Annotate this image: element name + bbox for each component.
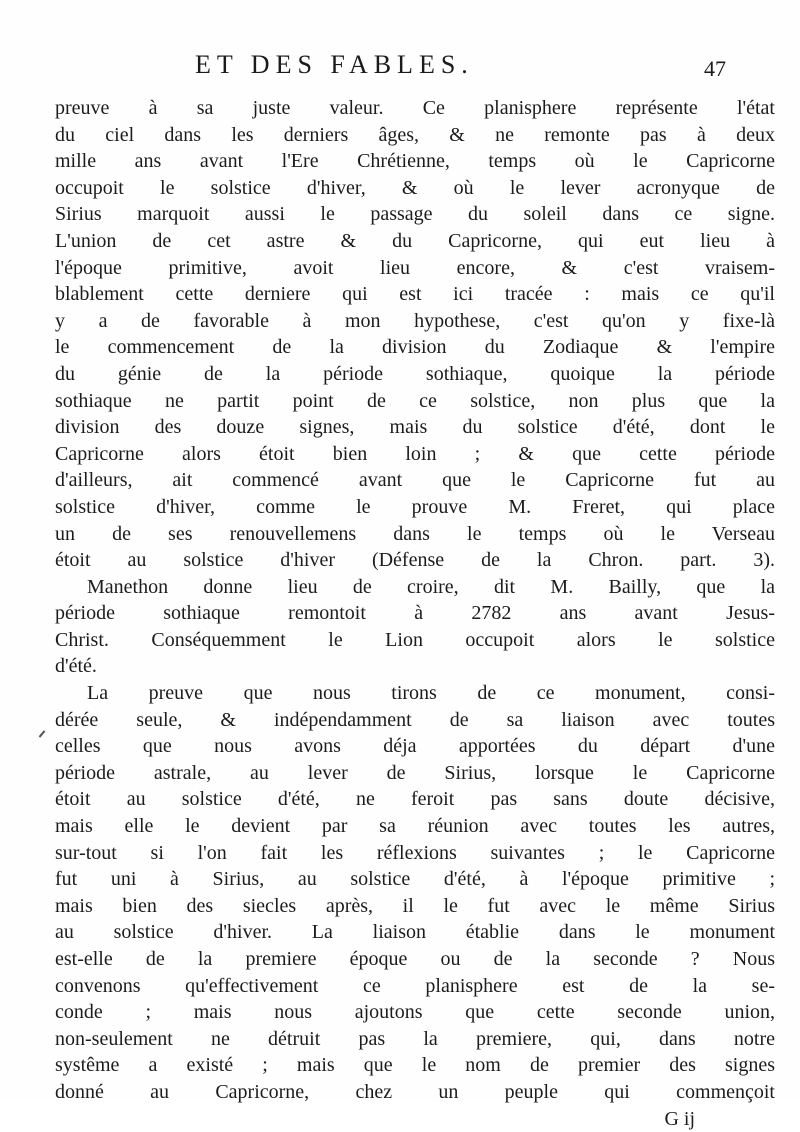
- text-line: est-elle de la premiere époque ou de la seconde ? Nous: [55, 948, 775, 970]
- signature-mark: G ij: [664, 1107, 695, 1130]
- text-line: étoit au solstice d'été, ne feroit pas sans doute décisive,: [55, 788, 775, 811]
- text-line: occupoit le solstice d'hiver, & où le lever acronyque de: [55, 176, 775, 199]
- text-line: Sirius marquoit aussi le passage du soleil dans ce signe.: [55, 203, 775, 226]
- text-line: période sothiaque remontoit à 2782 ans avant Jesus-: [55, 602, 775, 625]
- text-line: le commencement de la division du Zodiaque & l'empire: [55, 336, 775, 359]
- text-line: systême a existé ; mais que le nom de premier des signes: [55, 1054, 775, 1077]
- text-line: fut uni à Sirius, au solstice d'été, à l'époque primitive ;: [55, 868, 775, 891]
- text-line: blablement cette derniere qui est ici tracée : mais ce qu'il: [55, 283, 775, 306]
- text-line: d'été.: [55, 655, 97, 678]
- text-line: sur-tout si l'on fait les réflexions suivantes ; le Capricorne: [55, 841, 775, 864]
- running-head: [0, 50, 800, 90]
- page-number: 47: [704, 56, 726, 81]
- text-line: Christ. Conséquemment le Lion occupoit alors le solstice: [55, 628, 775, 651]
- text-line: mais bien des siecles après, il le fut avec le même Sirius: [55, 894, 775, 917]
- text-line: division des douze signes, mais du solstice d'été, dont le: [55, 416, 775, 439]
- text-line: du ciel dans les derniers âges, & ne remonte pas à deux: [55, 123, 775, 146]
- text-line: conde ; mais nous ajoutons que cette seconde union,: [55, 1001, 775, 1024]
- text-line: sothiaque ne partit point de ce solstice, non plus que la: [55, 389, 775, 412]
- text-line: L'union de cet astre & du Capricorne, qui eut lieu à: [55, 229, 775, 252]
- margin-mark: [39, 730, 46, 737]
- text-line: un de ses renouvellemens dans le temps où le Verseau: [55, 522, 775, 545]
- text-line: mille ans avant l'Ere Chrétienne, temps où le Capricorne: [55, 150, 775, 173]
- text-line: dérée seule, & indépendamment de sa liaison avec toutes: [55, 708, 775, 731]
- text-line: celles que nous avons déja apportées du départ d'une: [55, 735, 775, 758]
- text-line: d'ailleurs, ait commencé avant que le Capricorne fut au: [55, 469, 775, 492]
- text-line: y a de favorable à mon hypothese, c'est qu'on y fixe-là: [55, 309, 775, 332]
- text-line: au solstice d'hiver. La liaison établie dans le monument: [55, 921, 775, 944]
- text-line: mais elle le devient par sa réunion avec toutes les autres,: [55, 815, 775, 838]
- text-line: du génie de la période sothiaque, quoique la période: [55, 362, 775, 385]
- running-title: ET DES FABLES.: [195, 50, 474, 79]
- text-line: La preuve que nous tirons de ce monument, consi-: [87, 682, 775, 705]
- text-line: non-seulement ne détruit pas la premiere, qui, dans notre: [55, 1027, 775, 1050]
- text-line: étoit au solstice d'hiver (Défense de la Chron. part. 3).: [55, 549, 775, 572]
- body-text: [55, 95, 775, 1132]
- text-line: donné au Capricorne, chez un peuple qui commençoit: [55, 1080, 775, 1103]
- text-line: Manethon donne lieu de croire, dit M. Bailly, que la: [87, 575, 775, 598]
- text-line: convenons qu'effectivement ce planisphere est de la se-: [55, 974, 775, 997]
- text-line: période astrale, au lever de Sirius, lorsque le Capricorne: [55, 761, 775, 784]
- text-line: solstice d'hiver, comme le prouve M. Freret, qui place: [55, 495, 775, 518]
- text-line: Capricorne alors étoit bien loin ; & que cette période: [55, 442, 775, 465]
- text-line: preuve à sa juste valeur. Ce planisphere représente l'état: [55, 97, 775, 119]
- text-line: l'époque primitive, avoit lieu encore, & c'est vraisem-: [55, 256, 775, 279]
